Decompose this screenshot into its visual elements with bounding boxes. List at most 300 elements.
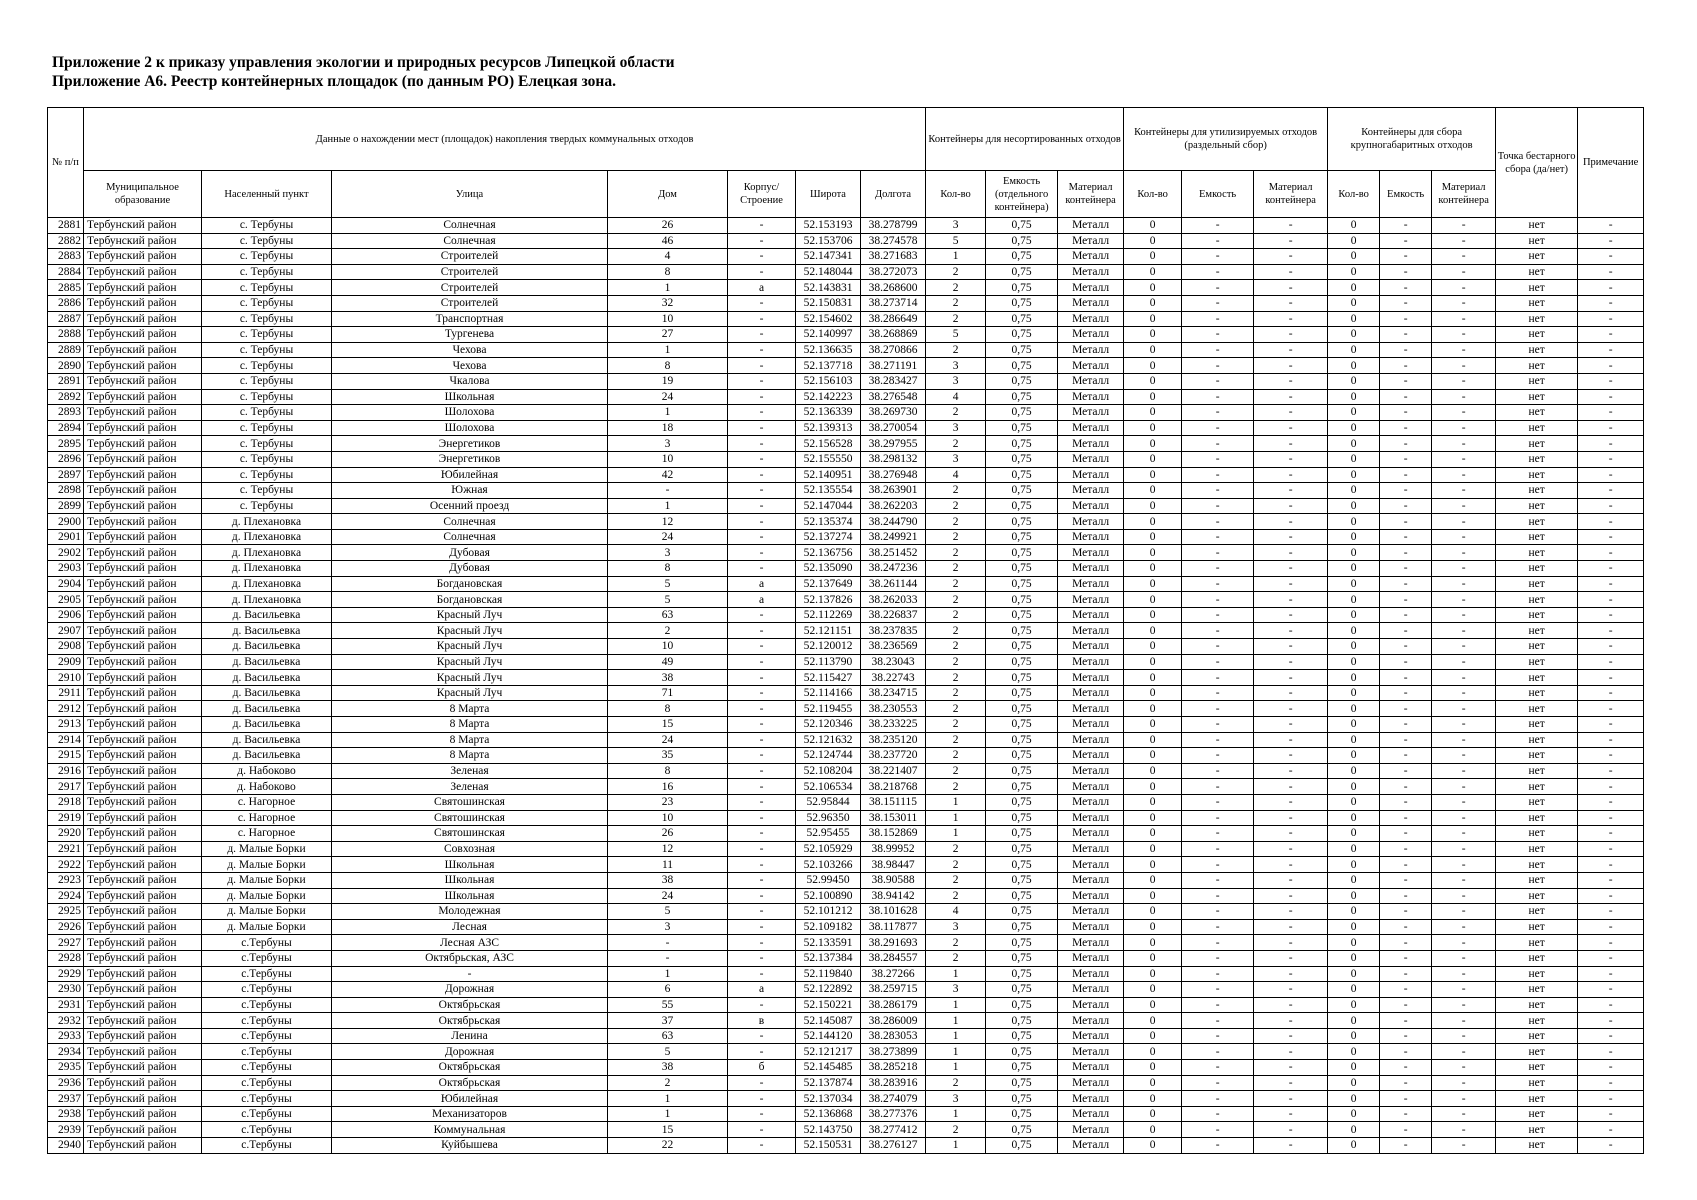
cell-house: 4 <box>608 249 728 265</box>
cell-settlement: д. Малые Борки <box>202 888 332 904</box>
cell-row-num: 2940 <box>48 1138 84 1154</box>
cell-note: - <box>1578 763 1644 779</box>
cell-bulky-material: - <box>1432 748 1496 764</box>
cell-recycle-count: 0 <box>1124 420 1182 436</box>
cell-bulky-capacity: - <box>1380 420 1432 436</box>
cell-container-material: Металл <box>1058 467 1124 483</box>
cell-longitude: 38.283916 <box>861 1075 926 1091</box>
cell-note: - <box>1578 857 1644 873</box>
cell-recycle-material: - <box>1254 451 1328 467</box>
cell-bulky-material: - <box>1432 389 1496 405</box>
header-lon: Долгота <box>861 171 926 218</box>
cell-municipality: Тербунский район <box>84 1106 202 1122</box>
table-row <box>48 327 1644 343</box>
cell-note: - <box>1578 483 1644 499</box>
cell-longitude: 38.237835 <box>861 623 926 639</box>
cell-container-capacity: 0,75 <box>986 545 1058 561</box>
cell-row-num: 2928 <box>48 950 84 966</box>
cell-row-num: 2929 <box>48 966 84 982</box>
cell-house: 3 <box>608 545 728 561</box>
cell-latitude: 52.121151 <box>796 623 861 639</box>
cell-recycle-count: 0 <box>1124 888 1182 904</box>
cell-bulky-capacity: - <box>1380 623 1432 639</box>
cell-house: 63 <box>608 607 728 623</box>
cell-bulky-count: 0 <box>1328 904 1380 920</box>
cell-recycle-count: 0 <box>1124 1122 1182 1138</box>
cell-house: 23 <box>608 794 728 810</box>
cell-bulky-material: - <box>1432 545 1496 561</box>
cell-longitude: 38.22743 <box>861 670 926 686</box>
cell-recycle-capacity: - <box>1182 654 1254 670</box>
cell-container-material: Металл <box>1058 342 1124 358</box>
cell-container-material: Металл <box>1058 685 1124 701</box>
cell-recycle-material: - <box>1254 1028 1328 1044</box>
cell-bulky-capacity: - <box>1380 748 1432 764</box>
table-row <box>48 1106 1644 1122</box>
cell-house: 2 <box>608 1075 728 1091</box>
table-row <box>48 1044 1644 1060</box>
cell-container-capacity: 0,75 <box>986 919 1058 935</box>
cell-note: - <box>1578 919 1644 935</box>
cell-recycle-capacity: - <box>1182 997 1254 1013</box>
cell-container-material: Металл <box>1058 872 1124 888</box>
cell-latitude: 52.136635 <box>796 342 861 358</box>
table-row <box>48 904 1644 920</box>
cell-note: - <box>1578 529 1644 545</box>
cell-container-material: Металл <box>1058 701 1124 717</box>
cell-note: - <box>1578 451 1644 467</box>
cell-bulky-capacity: - <box>1380 373 1432 389</box>
cell-bulky-capacity: - <box>1380 763 1432 779</box>
cell-bulky-count: 0 <box>1328 826 1380 842</box>
cell-bulky-capacity: - <box>1380 826 1432 842</box>
cell-street: Красный Луч <box>332 607 608 623</box>
cell-municipality: Тербунский район <box>84 233 202 249</box>
cell-bulky-capacity: - <box>1380 966 1432 982</box>
cell-recycle-material: - <box>1254 592 1328 608</box>
cell-building: - <box>728 311 796 327</box>
cell-container-capacity: 0,75 <box>986 420 1058 436</box>
cell-container-material: Металл <box>1058 997 1124 1013</box>
cell-note: - <box>1578 904 1644 920</box>
cell-note: - <box>1578 607 1644 623</box>
cell-settlement: с. Тербуны <box>202 467 332 483</box>
cell-building: - <box>728 779 796 795</box>
cell-municipality: Тербунский район <box>84 1060 202 1076</box>
cell-building: - <box>728 685 796 701</box>
cell-latitude: 52.99450 <box>796 872 861 888</box>
cell-latitude: 52.137874 <box>796 1075 861 1091</box>
cell-bulky-count: 0 <box>1328 982 1380 998</box>
cell-row-num: 2914 <box>48 732 84 748</box>
cell-note: - <box>1578 841 1644 857</box>
table-row <box>48 451 1644 467</box>
cell-note: - <box>1578 872 1644 888</box>
cell-recycle-count: 0 <box>1124 264 1182 280</box>
cell-container-capacity: 0,75 <box>986 451 1058 467</box>
cell-settlement: с. Тербуны <box>202 436 332 452</box>
cell-building: - <box>728 888 796 904</box>
table-row <box>48 498 1644 514</box>
cell-longitude: 38.270054 <box>861 420 926 436</box>
cell-row-num: 2888 <box>48 327 84 343</box>
cell-bulk-point: нет <box>1496 280 1578 296</box>
cell-recycle-count: 0 <box>1124 358 1182 374</box>
cell-recycle-material: - <box>1254 342 1328 358</box>
cell-recycle-material: - <box>1254 748 1328 764</box>
cell-bulky-material: - <box>1432 498 1496 514</box>
container-sites-register-table <box>47 107 1644 1154</box>
cell-bulky-capacity: - <box>1380 1028 1432 1044</box>
cell-recycle-material: - <box>1254 857 1328 873</box>
cell-longitude: 38.268869 <box>861 327 926 343</box>
cell-house: 38 <box>608 1060 728 1076</box>
cell-recycle-capacity: - <box>1182 779 1254 795</box>
cell-settlement: с. Тербуны <box>202 311 332 327</box>
cell-recycle-capacity: - <box>1182 982 1254 998</box>
cell-recycle-material: - <box>1254 826 1328 842</box>
cell-row-num: 2898 <box>48 483 84 499</box>
cell-bulky-count: 0 <box>1328 529 1380 545</box>
cell-street: Шолохова <box>332 420 608 436</box>
cell-recycle-material: - <box>1254 561 1328 577</box>
cell-container-material: Металл <box>1058 607 1124 623</box>
table-row <box>48 405 1644 421</box>
cell-bulky-capacity: - <box>1380 498 1432 514</box>
cell-container-capacity: 0,75 <box>986 732 1058 748</box>
cell-bulky-material: - <box>1432 857 1496 873</box>
cell-longitude: 38.278799 <box>861 218 926 234</box>
cell-recycle-count: 0 <box>1124 857 1182 873</box>
cell-municipality: Тербунский район <box>84 327 202 343</box>
cell-container-count: 1 <box>926 249 986 265</box>
cell-building: - <box>728 483 796 499</box>
cell-container-material: Металл <box>1058 1091 1124 1107</box>
cell-settlement: д. Плехановка <box>202 592 332 608</box>
cell-building: а <box>728 982 796 998</box>
table-row <box>48 233 1644 249</box>
cell-recycle-count: 0 <box>1124 717 1182 733</box>
cell-municipality: Тербунский район <box>84 420 202 436</box>
cell-recycle-count: 0 <box>1124 872 1182 888</box>
cell-building: - <box>728 1122 796 1138</box>
cell-container-material: Металл <box>1058 810 1124 826</box>
header-house: Дом <box>608 171 728 218</box>
cell-container-count: 2 <box>926 717 986 733</box>
table-row <box>48 1075 1644 1091</box>
cell-house: 8 <box>608 358 728 374</box>
cell-recycle-count: 0 <box>1124 1106 1182 1122</box>
cell-container-material: Металл <box>1058 763 1124 779</box>
cell-row-num: 2897 <box>48 467 84 483</box>
cell-note: - <box>1578 405 1644 421</box>
cell-row-num: 2917 <box>48 779 84 795</box>
cell-bulky-capacity: - <box>1380 935 1432 951</box>
cell-settlement: с.Тербуны <box>202 1044 332 1060</box>
cell-settlement: д. Васильевка <box>202 654 332 670</box>
cell-building: - <box>728 950 796 966</box>
cell-settlement: д. Набоково <box>202 763 332 779</box>
cell-container-capacity: 0,75 <box>986 529 1058 545</box>
cell-municipality: Тербунский район <box>84 623 202 639</box>
cell-longitude: 38.276948 <box>861 467 926 483</box>
cell-latitude: 52.124744 <box>796 748 861 764</box>
cell-row-num: 2923 <box>48 872 84 888</box>
cell-bulky-count: 0 <box>1328 997 1380 1013</box>
cell-recycle-count: 0 <box>1124 592 1182 608</box>
table-row <box>48 872 1644 888</box>
cell-municipality: Тербунский район <box>84 654 202 670</box>
cell-note: - <box>1578 311 1644 327</box>
cell-bulky-count: 0 <box>1328 1075 1380 1091</box>
cell-bulky-material: - <box>1432 373 1496 389</box>
cell-latitude: 52.156528 <box>796 436 861 452</box>
cell-street: Красный Луч <box>332 670 608 686</box>
cell-settlement: с. Тербуны <box>202 218 332 234</box>
cell-recycle-material: - <box>1254 311 1328 327</box>
cell-recycle-count: 0 <box>1124 748 1182 764</box>
document-title-line-2: Приложение А6. Реестр контейнерных площадок (по данным РО) Елецкая зона. <box>52 73 616 90</box>
cell-bulk-point: нет <box>1496 997 1578 1013</box>
table-row <box>48 436 1644 452</box>
cell-container-count: 2 <box>926 514 986 530</box>
cell-bulk-point: нет <box>1496 826 1578 842</box>
cell-municipality: Тербунский район <box>84 982 202 998</box>
cell-bulky-material: - <box>1432 218 1496 234</box>
cell-bulky-capacity: - <box>1380 732 1432 748</box>
cell-container-count: 2 <box>926 561 986 577</box>
cell-recycle-capacity: - <box>1182 529 1254 545</box>
cell-house: 8 <box>608 701 728 717</box>
cell-bulky-count: 0 <box>1328 358 1380 374</box>
cell-bulky-capacity: - <box>1380 1013 1432 1029</box>
cell-recycle-material: - <box>1254 779 1328 795</box>
cell-street: Совхозная <box>332 841 608 857</box>
cell-bulky-count: 0 <box>1328 373 1380 389</box>
cell-house: - <box>608 950 728 966</box>
table-row <box>48 342 1644 358</box>
cell-row-num: 2889 <box>48 342 84 358</box>
cell-bulky-count: 0 <box>1328 935 1380 951</box>
cell-longitude: 38.237720 <box>861 748 926 764</box>
cell-container-capacity: 0,75 <box>986 218 1058 234</box>
cell-bulky-capacity: - <box>1380 701 1432 717</box>
cell-recycle-count: 0 <box>1124 576 1182 592</box>
cell-bulk-point: нет <box>1496 919 1578 935</box>
cell-row-num: 2891 <box>48 373 84 389</box>
cell-house: 3 <box>608 919 728 935</box>
cell-container-count: 4 <box>926 467 986 483</box>
cell-row-num: 2882 <box>48 233 84 249</box>
cell-settlement: с. Тербуны <box>202 327 332 343</box>
cell-note: - <box>1578 1060 1644 1076</box>
cell-bulky-capacity: - <box>1380 919 1432 935</box>
header-settlement: Населенный пункт <box>202 171 332 218</box>
cell-latitude: 52.120346 <box>796 717 861 733</box>
cell-municipality: Тербунский район <box>84 1138 202 1154</box>
cell-building: - <box>728 701 796 717</box>
cell-container-count: 5 <box>926 327 986 343</box>
cell-municipality: Тербунский район <box>84 888 202 904</box>
cell-container-count: 2 <box>926 685 986 701</box>
cell-note: - <box>1578 717 1644 733</box>
cell-bulky-material: - <box>1432 654 1496 670</box>
cell-recycle-capacity: - <box>1182 592 1254 608</box>
cell-container-material: Металл <box>1058 483 1124 499</box>
cell-recycle-count: 0 <box>1124 919 1182 935</box>
cell-note: - <box>1578 373 1644 389</box>
cell-recycle-capacity: - <box>1182 233 1254 249</box>
cell-row-num: 2887 <box>48 311 84 327</box>
cell-note: - <box>1578 701 1644 717</box>
cell-bulky-material: - <box>1432 966 1496 982</box>
cell-municipality: Тербунский район <box>84 389 202 405</box>
cell-note: - <box>1578 935 1644 951</box>
cell-municipality: Тербунский район <box>84 732 202 748</box>
table-row <box>48 467 1644 483</box>
cell-municipality: Тербунский район <box>84 218 202 234</box>
cell-container-material: Металл <box>1058 373 1124 389</box>
cell-note: - <box>1578 670 1644 686</box>
cell-house: 63 <box>608 1028 728 1044</box>
cell-container-capacity: 0,75 <box>986 639 1058 655</box>
cell-municipality: Тербунский район <box>84 950 202 966</box>
cell-container-count: 2 <box>926 342 986 358</box>
cell-settlement: д. Набоково <box>202 779 332 795</box>
cell-recycle-material: - <box>1254 966 1328 982</box>
cell-recycle-count: 0 <box>1124 405 1182 421</box>
cell-container-material: Металл <box>1058 1013 1124 1029</box>
cell-street: Святошинская <box>332 810 608 826</box>
cell-row-num: 2906 <box>48 607 84 623</box>
cell-bulky-material: - <box>1432 982 1496 998</box>
cell-container-count: 2 <box>926 529 986 545</box>
cell-bulky-count: 0 <box>1328 763 1380 779</box>
cell-municipality: Тербунский район <box>84 1122 202 1138</box>
cell-container-capacity: 0,75 <box>986 311 1058 327</box>
cell-bulky-count: 0 <box>1328 919 1380 935</box>
cell-recycle-count: 0 <box>1124 685 1182 701</box>
cell-bulky-material: - <box>1432 358 1496 374</box>
cell-recycle-material: - <box>1254 1075 1328 1091</box>
cell-recycle-capacity: - <box>1182 857 1254 873</box>
cell-container-count: 1 <box>926 1138 986 1154</box>
cell-container-capacity: 0,75 <box>986 607 1058 623</box>
cell-container-material: Металл <box>1058 545 1124 561</box>
cell-container-material: Металл <box>1058 1122 1124 1138</box>
cell-longitude: 38.273714 <box>861 295 926 311</box>
cell-container-capacity: 0,75 <box>986 358 1058 374</box>
cell-recycle-capacity: - <box>1182 950 1254 966</box>
cell-recycle-material: - <box>1254 670 1328 686</box>
cell-building: - <box>728 654 796 670</box>
cell-recycle-count: 0 <box>1124 935 1182 951</box>
cell-bulky-material: - <box>1432 342 1496 358</box>
cell-container-count: 2 <box>926 779 986 795</box>
cell-bulky-count: 0 <box>1328 436 1380 452</box>
table-row <box>48 826 1644 842</box>
cell-container-capacity: 0,75 <box>986 1028 1058 1044</box>
cell-settlement: д. Васильевка <box>202 717 332 733</box>
cell-street: Строителей <box>332 295 608 311</box>
cell-bulky-count: 0 <box>1328 1044 1380 1060</box>
table-row <box>48 794 1644 810</box>
cell-street: Солнечная <box>332 514 608 530</box>
cell-recycle-material: - <box>1254 545 1328 561</box>
cell-bulky-material: - <box>1432 561 1496 577</box>
cell-longitude: 38.235120 <box>861 732 926 748</box>
cell-recycle-count: 0 <box>1124 373 1182 389</box>
cell-house: 12 <box>608 841 728 857</box>
cell-street: Святошинская <box>332 826 608 842</box>
cell-longitude: 38.90588 <box>861 872 926 888</box>
cell-row-num: 2908 <box>48 639 84 655</box>
cell-bulky-count: 0 <box>1328 654 1380 670</box>
cell-container-material: Металл <box>1058 794 1124 810</box>
cell-recycle-count: 0 <box>1124 904 1182 920</box>
header-material-recycle: Материал контейнера <box>1254 171 1328 218</box>
cell-recycle-material: - <box>1254 794 1328 810</box>
cell-container-capacity: 0,75 <box>986 982 1058 998</box>
cell-container-material: Металл <box>1058 1044 1124 1060</box>
cell-container-count: 2 <box>926 405 986 421</box>
cell-latitude: 52.115427 <box>796 670 861 686</box>
cell-recycle-count: 0 <box>1124 639 1182 655</box>
cell-recycle-count: 0 <box>1124 826 1182 842</box>
cell-bulky-count: 0 <box>1328 1028 1380 1044</box>
cell-bulk-point: нет <box>1496 389 1578 405</box>
cell-row-num: 2895 <box>48 436 84 452</box>
cell-note: - <box>1578 467 1644 483</box>
cell-bulky-count: 0 <box>1328 327 1380 343</box>
cell-note: - <box>1578 592 1644 608</box>
cell-container-count: 2 <box>926 576 986 592</box>
cell-settlement: с.Тербуны <box>202 1075 332 1091</box>
cell-municipality: Тербунский район <box>84 264 202 280</box>
cell-note: - <box>1578 1138 1644 1154</box>
cell-building: - <box>728 717 796 733</box>
table-row <box>48 514 1644 530</box>
cell-house: 49 <box>608 654 728 670</box>
cell-bulk-point: нет <box>1496 358 1578 374</box>
cell-latitude: 52.96350 <box>796 810 861 826</box>
cell-latitude: 52.119455 <box>796 701 861 717</box>
cell-building: - <box>728 935 796 951</box>
cell-longitude: 38.151115 <box>861 794 926 810</box>
cell-recycle-count: 0 <box>1124 701 1182 717</box>
header-lat: Широта <box>796 171 861 218</box>
cell-row-num: 2900 <box>48 514 84 530</box>
cell-recycle-material: - <box>1254 249 1328 265</box>
cell-recycle-material: - <box>1254 218 1328 234</box>
cell-recycle-material: - <box>1254 280 1328 296</box>
table-row <box>48 763 1644 779</box>
cell-note: - <box>1578 1013 1644 1029</box>
cell-bulky-capacity: - <box>1380 857 1432 873</box>
cell-row-num: 2892 <box>48 389 84 405</box>
cell-bulk-point: нет <box>1496 1138 1578 1154</box>
cell-latitude: 52.140951 <box>796 467 861 483</box>
cell-municipality: Тербунский район <box>84 810 202 826</box>
cell-settlement: д. Васильевка <box>202 732 332 748</box>
cell-recycle-material: - <box>1254 841 1328 857</box>
cell-longitude: 38.117877 <box>861 919 926 935</box>
cell-latitude: 52.147044 <box>796 498 861 514</box>
cell-recycle-material: - <box>1254 919 1328 935</box>
cell-street: Механизаторов <box>332 1106 608 1122</box>
cell-bulk-point: нет <box>1496 483 1578 499</box>
cell-bulky-material: - <box>1432 529 1496 545</box>
